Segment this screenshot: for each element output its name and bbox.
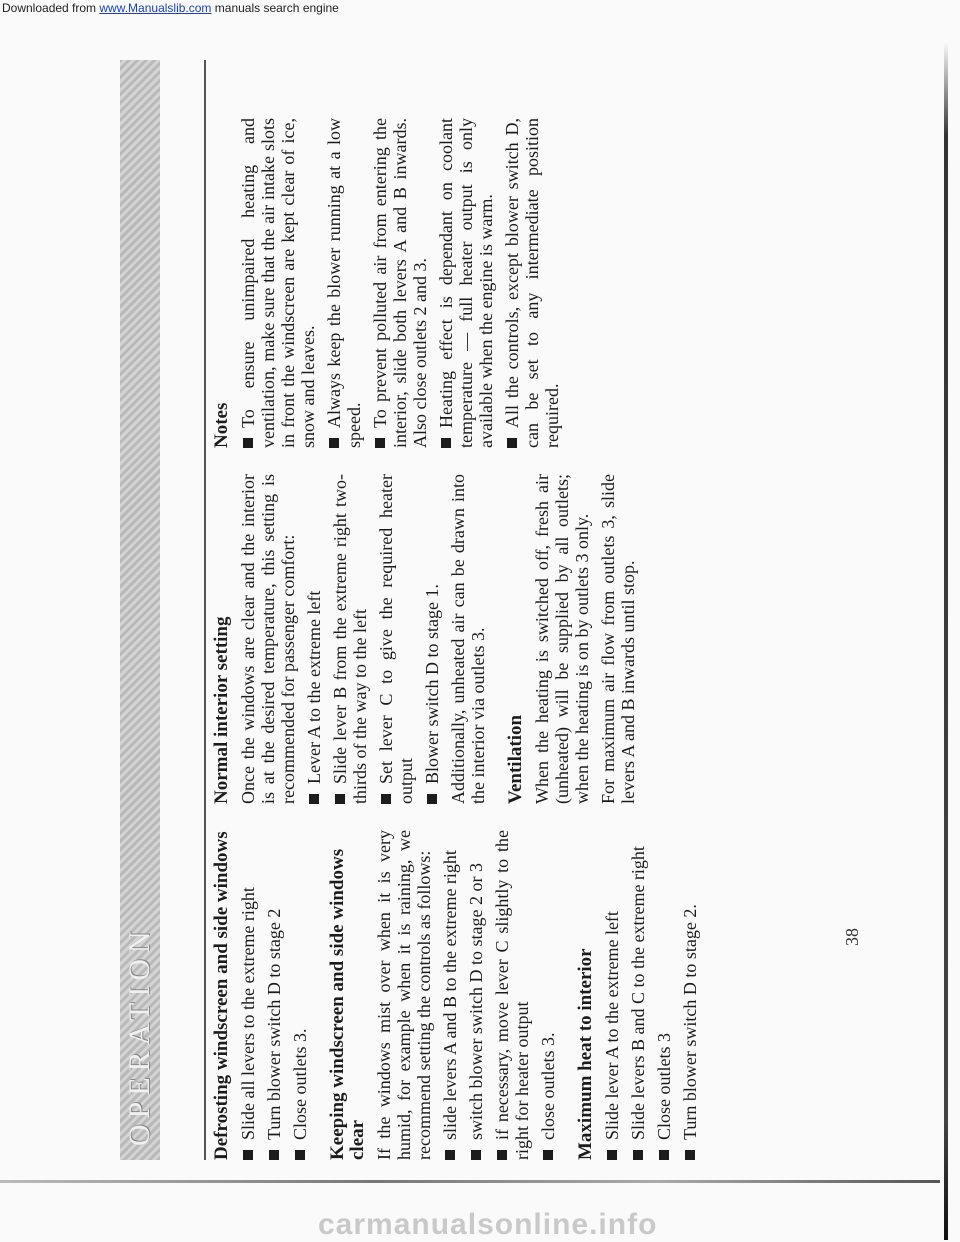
bullet-icon	[375, 438, 385, 448]
bullet-icon	[269, 1150, 279, 1160]
section-title: OPERATION	[123, 925, 156, 1146]
bullet-icon	[633, 1150, 643, 1160]
list-item-text: Slide lever B from the extreme right two-thirds of the way to the left	[330, 474, 370, 804]
column-3	[212, 118, 568, 448]
list-item-text: Close outlets 3.	[290, 1028, 310, 1140]
download-header	[0, 0, 960, 16]
list-item-text: Slide all levers to the extreme right	[238, 887, 258, 1140]
scan-artifact-line	[0, 1180, 940, 1183]
bullet-icon	[309, 794, 319, 804]
heading-maximum-heat: Maximum heat to interior	[575, 948, 596, 1160]
section-banner	[120, 60, 160, 1160]
bullet-icon	[659, 1150, 669, 1160]
heading-notes: Notes	[211, 402, 232, 448]
paragraph: Once the windows are clear and the interior is at the desired temperature, this setting is recommended for passenger comfort:	[238, 474, 298, 804]
list-item-text: close outlets 3.	[538, 1032, 558, 1140]
list-item-text: To ensure unimpaired heating and ventilation, make sure that the air intake slots in front the windscreen are kept clear of ice, snow and leaves.	[238, 118, 318, 448]
list-item	[466, 830, 486, 1160]
list-item	[370, 118, 430, 448]
column-2	[212, 474, 644, 804]
bullet-icon	[381, 794, 391, 804]
list-item-text: Slide lever A to the extreme left	[602, 911, 622, 1140]
header-prefix: Downloaded from	[2, 1, 100, 15]
bullet-icon	[607, 1150, 617, 1160]
heading-keeping-clear: Keeping windscreen and side windows clear	[327, 848, 368, 1160]
watermark: carmanualsonline.info	[318, 1208, 658, 1241]
list-item	[440, 830, 460, 1160]
list-item-text: Turn blower switch D to stage 2.	[680, 904, 700, 1140]
list-item	[238, 118, 318, 448]
paragraph: For maximum air flow from outlets 3, slide levers A and B inwards until stop.	[598, 474, 638, 804]
list-item	[304, 474, 324, 804]
list-item-text: Slide levers B and C to the extreme right	[628, 846, 648, 1140]
list-item	[436, 118, 496, 448]
header-rule	[204, 60, 206, 1160]
bullet-icon	[685, 1150, 695, 1160]
bullet-icon	[471, 1150, 481, 1160]
bullet-icon	[497, 1150, 507, 1160]
bullet-icon	[295, 1150, 305, 1160]
list-item	[538, 830, 558, 1160]
list-item-text: Close outlets 3	[654, 1033, 674, 1140]
bullet-icon	[441, 438, 451, 448]
list-item	[628, 830, 648, 1160]
paragraph: If the windows mist over when it is very humid, for example when it is raining, we recommend setting the controls as follows:	[374, 830, 434, 1160]
header-suffix: manuals search engine	[211, 1, 339, 15]
list-item	[376, 474, 416, 804]
list-item-text: Blower switch D to stage 1.	[422, 584, 442, 784]
list-item-text: Turn blower switch D to stage 2	[264, 908, 284, 1140]
manualslib-link[interactable]: www.Manualslib.com	[99, 1, 212, 15]
paragraph: Additionally, unheated air can be drawn into the interior via outlets 3.	[448, 474, 488, 804]
bullet-icon	[507, 438, 517, 448]
list-item	[324, 118, 364, 448]
list-item	[502, 118, 562, 448]
bullet-icon	[329, 438, 339, 448]
page-number: 38	[842, 928, 862, 946]
bullet-icon	[243, 438, 253, 448]
list-item-text: Lever A to the extreme left	[304, 590, 324, 784]
list-item-text: switch blower switch D to stage 2 or 3	[466, 863, 486, 1140]
list-item	[492, 830, 532, 1160]
bullet-icon	[543, 1150, 553, 1160]
paragraph: When the heating is switched off, fresh air (unheated) will be supplied by all outlets; when the heating is on by outlets 3 only.	[532, 474, 592, 804]
list-item	[330, 474, 370, 804]
list-item	[680, 830, 700, 1160]
list-item	[422, 474, 442, 804]
list-item-text: if necessary, move lever C slightly to the right for heater output	[492, 830, 532, 1160]
list-item	[654, 830, 674, 1160]
bullet-icon	[243, 1150, 253, 1160]
manual-page	[120, 60, 960, 1160]
heading-ventilation: Ventilation	[505, 714, 526, 804]
heading-normal-interior: Normal interior setting	[211, 616, 232, 804]
list-item-text: To prevent polluted air from entering the interior, slide both levers A and B inwards. Also close outlets 2 and 3.	[370, 118, 430, 448]
list-item-text: Heating effect is dependant on coolant temperature — full heater output is only available when the engine is warm.	[436, 118, 496, 448]
list-item-text: Always keep the blower running at a low speed.	[324, 118, 364, 448]
bullet-icon	[335, 794, 345, 804]
list-item	[290, 830, 310, 1160]
bullet-icon	[445, 1150, 455, 1160]
list-item	[264, 830, 284, 1160]
list-item-text: slide levers A and B to the extreme right	[440, 850, 460, 1140]
list-item	[238, 830, 258, 1160]
list-item-text: All the controls, except blower switch D, can be set to any intermediate position required.	[502, 118, 562, 448]
bullet-icon	[427, 794, 437, 804]
list-item-text: Set lever C to give the required heater output	[376, 474, 416, 804]
list-item	[602, 830, 622, 1160]
column-1	[212, 830, 706, 1160]
scan-artifact-edge	[944, 40, 948, 1240]
heading-defrosting: Defrosting windscreen and side windows	[211, 831, 232, 1160]
